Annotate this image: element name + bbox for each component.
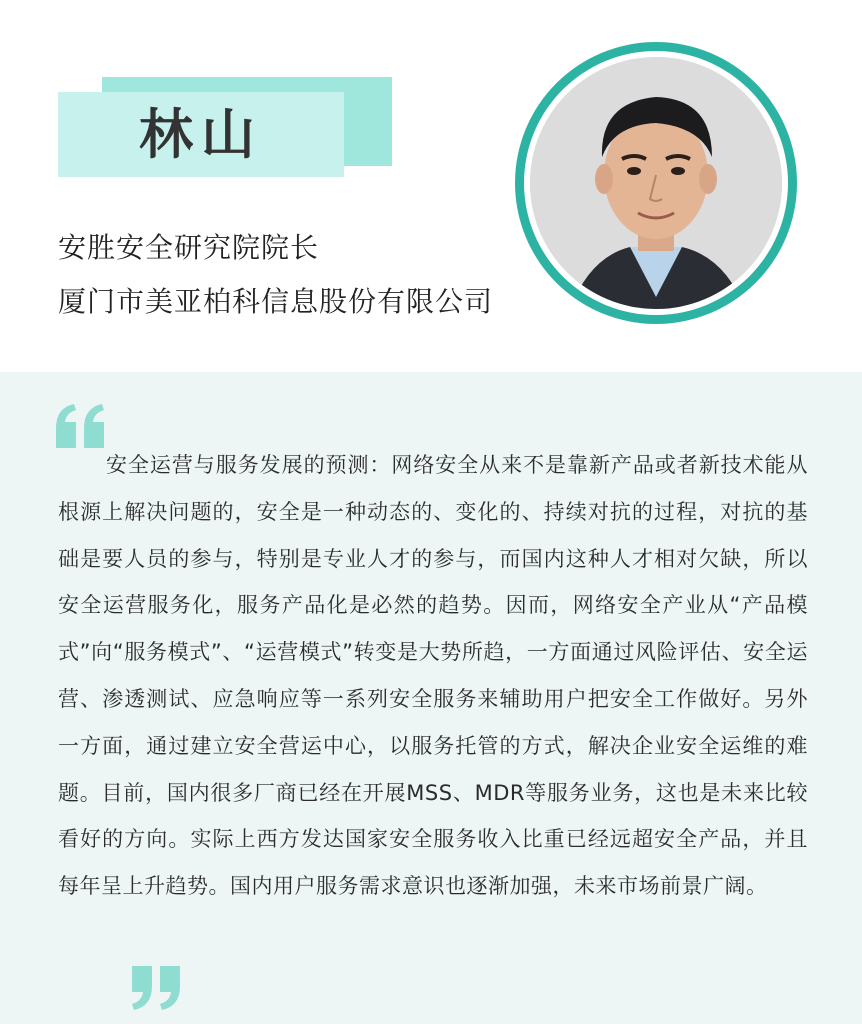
portrait-illustration bbox=[530, 57, 782, 309]
person-company: 厦门市美亚柏科信息股份有限公司 bbox=[58, 285, 494, 318]
person-name: 林山 bbox=[139, 103, 263, 166]
avatar-photo bbox=[530, 57, 782, 309]
person-title: 安胜安全研究院院长 bbox=[58, 231, 320, 264]
quote-text: 安全运营与服务发展的预测：网络安全从来不是靠新产品或者新技术能从根源上解决问题的，安全是一种动态的、变化的、持续对抗的过程，对抗的基础是要人员的参与，特别是专业人才的参与，而国内这种人才相对欠缺，所以安全运营服务化，服务产品化是必然的趋势。因而，网络安全产业从“产品模式”向“服务模式”、“运营模式”转变是大势所趋，一方面通过风险评估、安全运营、渗透测试、应急响应等一系列安全服务来辅助用户把安全工作做好。另外一方面，通过建立安全营运中心，以服务托管的方式，解决企业安全运维的难题。目前，国内很多厂商已经在开展MSS、MDR等服务业务，这也是未来比较看好的方向。实际上西方发达国家安全服务收入比重已经远超安全产品，并且每年呈上升趋势。国内用户服务需求意识也逐渐加强，未来市场前景广阔。 bbox=[58, 453, 808, 899]
profile-header bbox=[0, 0, 862, 372]
avatar-border bbox=[524, 51, 788, 315]
avatar bbox=[515, 42, 797, 324]
close-quote-icon bbox=[128, 960, 184, 1016]
